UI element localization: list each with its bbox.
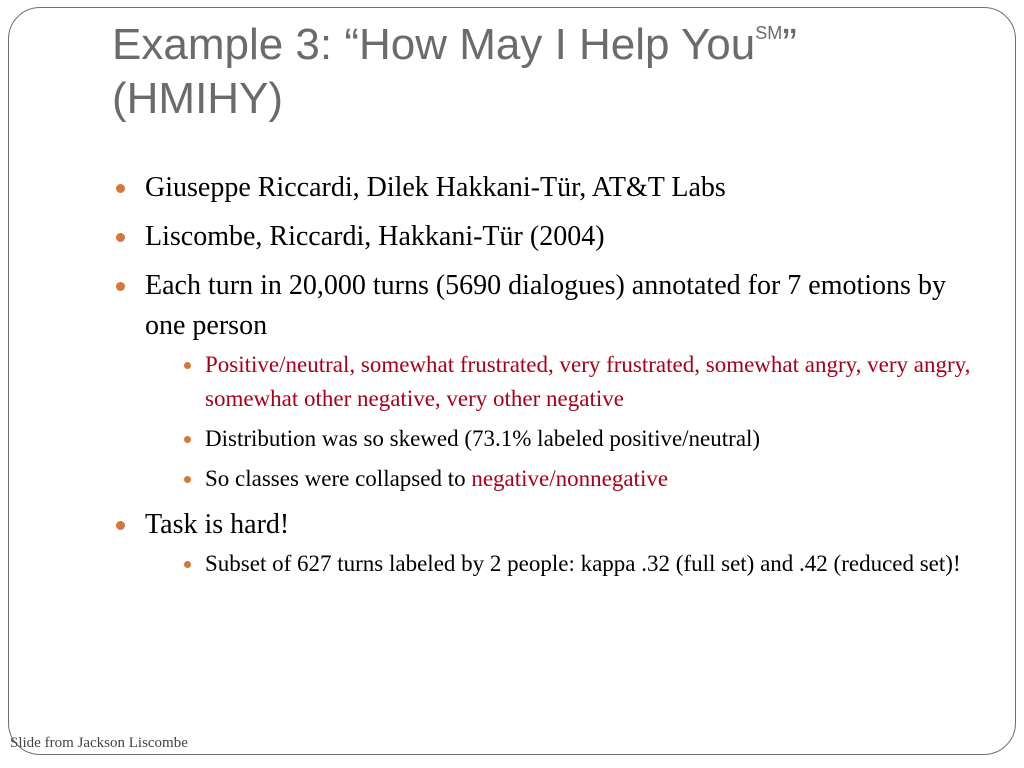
sub-bullet-list <box>145 348 976 496</box>
sub-bullet-highlight: negative/nonnegative <box>471 466 669 491</box>
sub-bullet-text: Subset of 627 turns labeled by 2 people: kappa .32 (full set) and .42 (reduced set)! <box>205 551 961 576</box>
sub-bullet-text: Distribution was so skewed (73.1% labeled positive/neutral) <box>205 426 761 451</box>
title-main: Example 3: “How May I Help You <box>112 20 756 69</box>
bullet-authors <box>116 168 976 208</box>
bullet-dot-icon <box>116 282 125 291</box>
slide-credit: Slide from Jackson Liscombe <box>10 735 188 751</box>
sub-bullet-distribution <box>175 422 976 456</box>
bullet-text: Each turn in 20,000 turns (5690 dialogues) annotated for 7 emotions by one person <box>145 270 946 341</box>
bullet-annotation <box>116 266 976 496</box>
bullet-dot-icon <box>116 521 125 530</box>
title-line2: (HMIHY) <box>112 74 284 123</box>
sub-bullet-emotions <box>175 348 976 416</box>
sub-bullet-text: So classes were collapsed to <box>205 466 472 491</box>
sub-bullet-collapsed <box>175 462 976 496</box>
bullet-dot-icon <box>116 233 125 242</box>
bullet-list <box>116 168 976 581</box>
bullet-text: Giuseppe Riccardi, Dilek Hakkani-Tür, AT&T Labs <box>145 172 726 203</box>
title-superscript: SM <box>755 23 783 43</box>
slide-body <box>116 168 976 590</box>
bullet-text: Liscombe, Riccardi, Hakkani-Tür (2004) <box>145 221 605 252</box>
sub-bullet-dot-icon <box>184 561 191 568</box>
sub-bullet-dot-icon <box>184 436 191 443</box>
bullet-task-hard <box>116 505 976 581</box>
bullet-dot-icon <box>116 184 125 193</box>
sub-bullet-list <box>145 547 976 581</box>
title-close-quote: ” <box>782 20 797 69</box>
sub-bullet-kappa <box>175 547 976 581</box>
slide-title <box>112 18 992 126</box>
sub-bullet-dot-icon <box>184 476 191 483</box>
sub-bullet-dot-icon <box>184 362 191 369</box>
bullet-citation <box>116 217 976 257</box>
sub-bullet-text: Positive/neutral, somewhat frustrated, very frustrated, somewhat angry, very angry, somewhat other negative, very other negative <box>205 352 971 411</box>
bullet-text: Task is hard! <box>145 509 290 540</box>
